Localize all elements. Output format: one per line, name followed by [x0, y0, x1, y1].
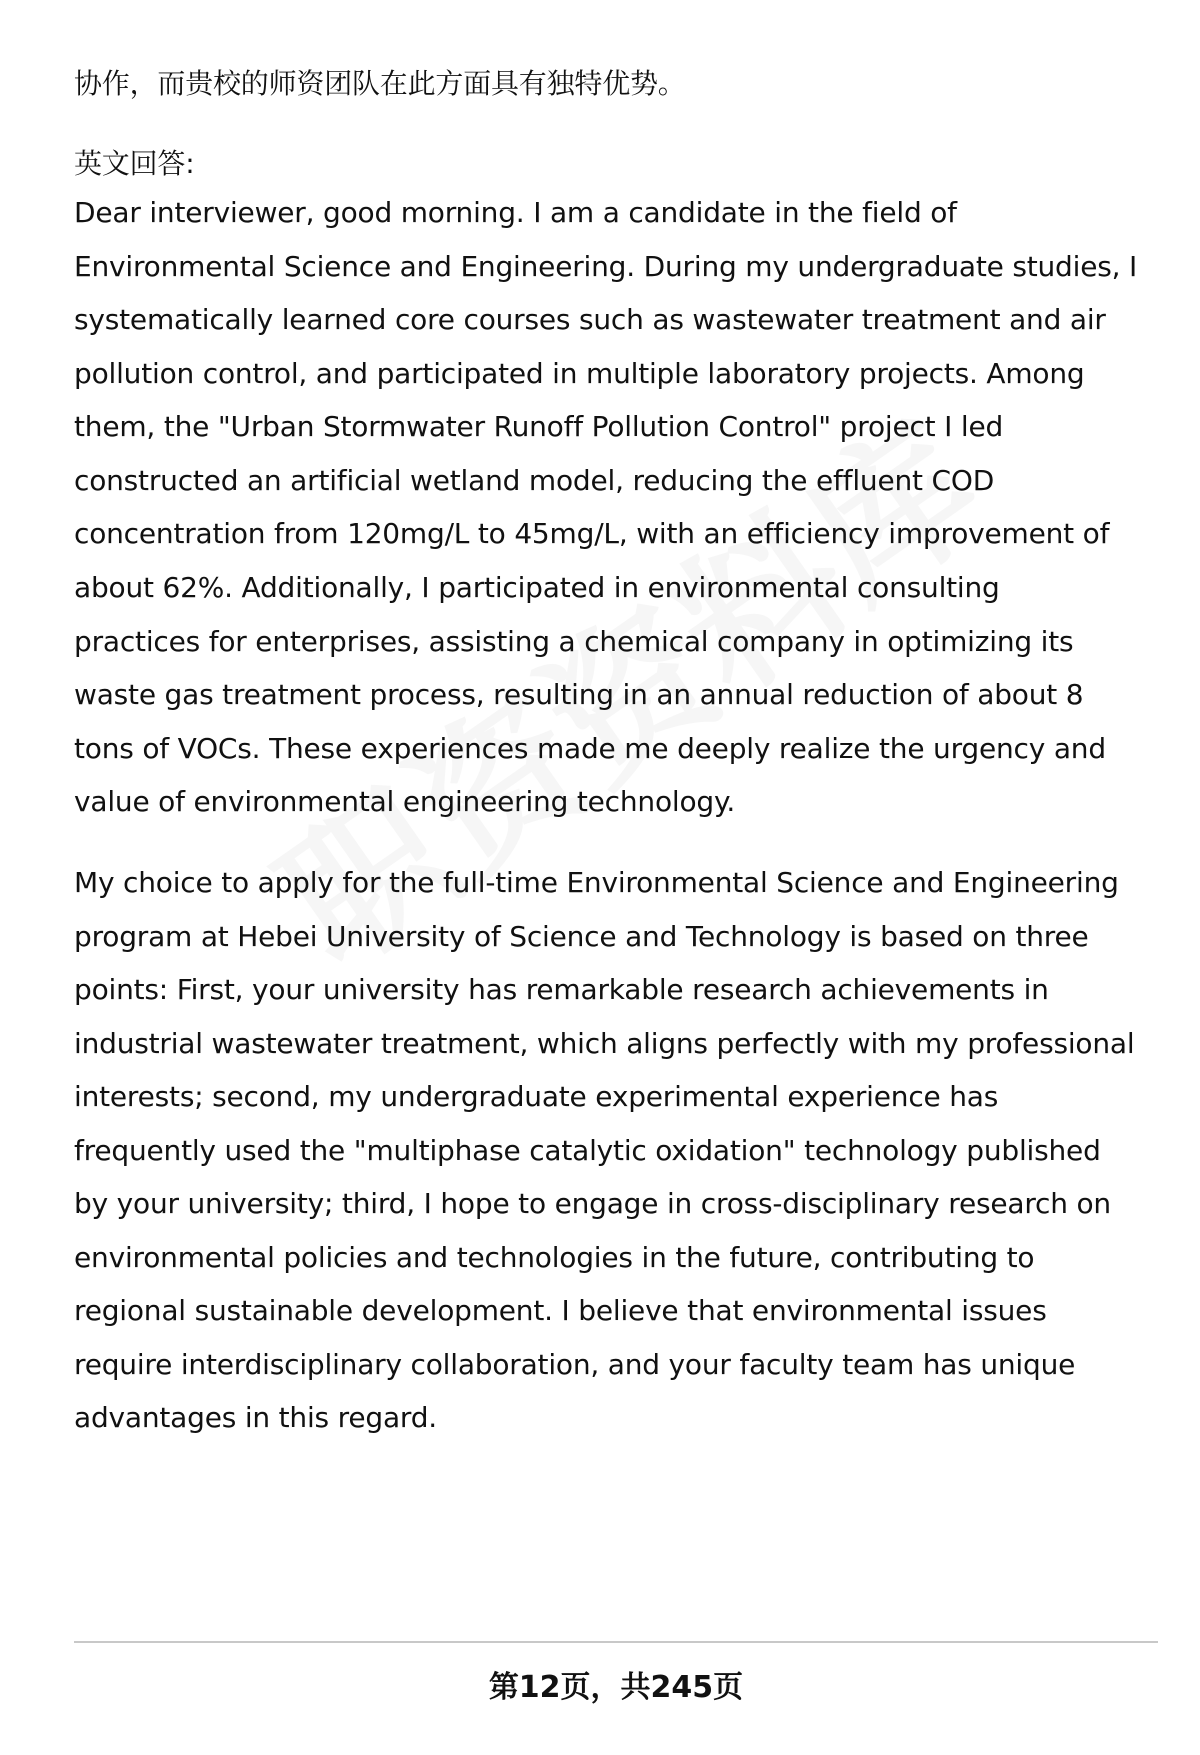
paragraph-line: program at Hebei University of Science and Technology is based on three: [74, 920, 1089, 953]
paragraph-line: pollution control, and participated in multiple laboratory projects. Among: [74, 357, 1085, 390]
paragraph-line: constructed an artificial wetland model, reducing the effluent COD: [74, 464, 995, 497]
paragraph-line: require interdisciplinary collaboration, and your faculty team has unique: [74, 1348, 1076, 1381]
paragraph-line: advantages in this regard.: [74, 1401, 437, 1434]
paragraph-line: Dear interviewer, good morning. I am a candidate in the field of: [74, 196, 957, 229]
paragraph-line: systematically learned core courses such as wastewater treatment and air: [74, 303, 1106, 336]
paragraph-line: practices for enterprises, assisting a chemical company in optimizing its: [74, 625, 1074, 658]
paragraph-line: tons of VOCs. These experiences made me deeply realize the urgency and: [74, 732, 1106, 765]
paragraph-line: points: First, your university has remarkable research achievements in: [74, 973, 1049, 1006]
paragraph-line: interests; second, my undergraduate experimental experience has: [74, 1080, 999, 1113]
paragraph-line: frequently used the "multiphase catalytic oxidation" technology published: [74, 1134, 1101, 1167]
paragraph-line: about 62%. Additionally, I participated in environmental consulting: [74, 571, 1000, 604]
paragraph-line: industrial wastewater treatment, which aligns perfectly with my professional: [74, 1027, 1135, 1060]
paragraph-line: My choice to apply for the full-time Environmental Science and Engineering: [74, 866, 1119, 899]
paragraph-line: regional sustainable development. I believe that environmental issues: [74, 1294, 1047, 1327]
paragraph-line: them, the "Urban Stormwater Runoff Pollution Control" project I led: [74, 410, 1004, 443]
paragraph-line: Environmental Science and Engineering. During my undergraduate studies, I: [74, 250, 1138, 283]
paragraph-line: concentration from 120mg/L to 45mg/L, with an efficiency improvement of: [74, 517, 1110, 550]
paragraph-line: environmental policies and technologies in the future, contributing to: [74, 1241, 1035, 1274]
chinese-answer-tail: 协作，而贵校的师资团队在此方面具有独特优势。: [74, 67, 686, 100]
paragraph-line: value of environmental engineering technology.: [74, 785, 736, 818]
page-number: 第12页，共245页: [488, 1670, 744, 1705]
english-answer-heading: 英文回答:: [74, 147, 195, 180]
footer-divider: [74, 1641, 1158, 1643]
paragraph-line: by your university; third, I hope to engage in cross-disciplinary research on: [74, 1187, 1111, 1220]
paragraph-line: waste gas treatment process, resulting in an annual reduction of about 8: [74, 678, 1084, 711]
